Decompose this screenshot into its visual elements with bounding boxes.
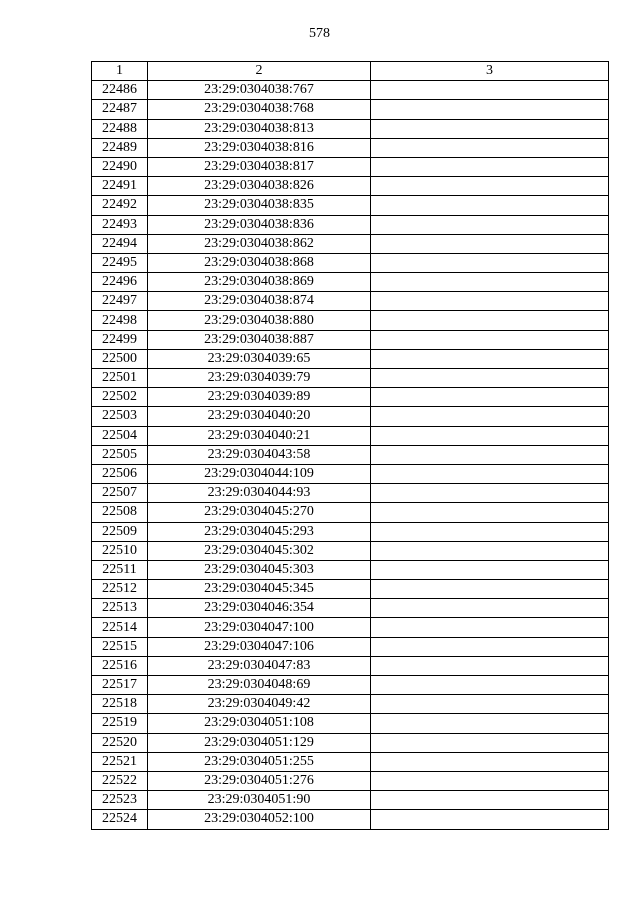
table-row xyxy=(92,484,609,503)
cadastral-number-cell: 23:29:0304038:874 xyxy=(148,292,371,311)
row-number-cell: 22495 xyxy=(92,253,148,272)
row-number-cell: 22509 xyxy=(92,522,148,541)
cadastral-number-cell: 23:29:0304051:129 xyxy=(148,733,371,752)
table-row xyxy=(92,138,609,157)
cadastral-number-cell: 23:29:0304046:354 xyxy=(148,599,371,618)
row-number-cell: 22519 xyxy=(92,714,148,733)
table-row xyxy=(92,196,609,215)
notes-cell xyxy=(371,714,609,733)
cadastral-number-cell: 23:29:0304038:813 xyxy=(148,119,371,138)
column-header-1: 1 xyxy=(92,62,148,81)
row-number-cell: 22488 xyxy=(92,119,148,138)
cadastral-number-cell: 23:29:0304040:20 xyxy=(148,407,371,426)
row-number-cell: 22512 xyxy=(92,580,148,599)
cadastral-number-cell: 23:29:0304052:100 xyxy=(148,810,371,829)
row-number-cell: 22487 xyxy=(92,100,148,119)
notes-cell xyxy=(371,196,609,215)
table-row xyxy=(92,369,609,388)
notes-cell xyxy=(371,234,609,253)
cadastral-number-cell: 23:29:0304038:826 xyxy=(148,177,371,196)
cadastral-number-cell: 23:29:0304038:835 xyxy=(148,196,371,215)
cadastral-number-cell: 23:29:0304048:69 xyxy=(148,676,371,695)
row-number-cell: 22516 xyxy=(92,656,148,675)
row-number-cell: 22522 xyxy=(92,771,148,790)
cadastral-number-cell: 23:29:0304051:276 xyxy=(148,771,371,790)
table-row xyxy=(92,349,609,368)
row-number-cell: 22486 xyxy=(92,81,148,100)
row-number-cell: 22489 xyxy=(92,138,148,157)
notes-cell xyxy=(371,273,609,292)
cadastral-number-cell: 23:29:0304039:89 xyxy=(148,388,371,407)
notes-cell xyxy=(371,119,609,138)
notes-cell xyxy=(371,656,609,675)
notes-cell xyxy=(371,695,609,714)
table-row xyxy=(92,445,609,464)
notes-cell xyxy=(371,311,609,330)
notes-cell xyxy=(371,733,609,752)
table-row xyxy=(92,522,609,541)
table-row xyxy=(92,618,609,637)
table-row xyxy=(92,100,609,119)
notes-cell xyxy=(371,292,609,311)
table-row xyxy=(92,580,609,599)
cadastral-number-cell: 23:29:0304047:106 xyxy=(148,637,371,656)
row-number-cell: 22520 xyxy=(92,733,148,752)
row-number-cell: 22500 xyxy=(92,349,148,368)
cadastral-number-cell: 23:29:0304038:817 xyxy=(148,157,371,176)
table-row xyxy=(92,733,609,752)
notes-cell xyxy=(371,407,609,426)
table-row xyxy=(92,388,609,407)
table-row xyxy=(92,215,609,234)
notes-cell xyxy=(371,484,609,503)
notes-cell xyxy=(371,560,609,579)
row-number-cell: 22497 xyxy=(92,292,148,311)
table-row xyxy=(92,407,609,426)
row-number-cell: 22514 xyxy=(92,618,148,637)
table-row xyxy=(92,234,609,253)
row-number-cell: 22496 xyxy=(92,273,148,292)
notes-cell xyxy=(371,464,609,483)
cadastral-number-cell: 23:29:0304051:90 xyxy=(148,791,371,810)
table-row xyxy=(92,541,609,560)
table-row xyxy=(92,253,609,272)
row-number-cell: 22508 xyxy=(92,503,148,522)
cadastral-number-cell: 23:29:0304038:868 xyxy=(148,253,371,272)
cadastral-number-cell: 23:29:0304039:79 xyxy=(148,369,371,388)
table-body xyxy=(92,81,609,829)
row-number-cell: 22494 xyxy=(92,234,148,253)
notes-cell xyxy=(371,388,609,407)
cadastral-number-cell: 23:29:0304044:93 xyxy=(148,484,371,503)
row-number-cell: 22523 xyxy=(92,791,148,810)
row-number-cell: 22505 xyxy=(92,445,148,464)
cadastral-number-cell: 23:29:0304047:100 xyxy=(148,618,371,637)
cadastral-number-cell: 23:29:0304045:270 xyxy=(148,503,371,522)
row-number-cell: 22524 xyxy=(92,810,148,829)
notes-cell xyxy=(371,503,609,522)
table-row xyxy=(92,157,609,176)
notes-cell xyxy=(371,138,609,157)
cadastral-number-cell: 23:29:0304038:887 xyxy=(148,330,371,349)
table-row xyxy=(92,330,609,349)
notes-cell xyxy=(371,369,609,388)
notes-cell xyxy=(371,580,609,599)
cadastral-number-cell: 23:29:0304045:302 xyxy=(148,541,371,560)
table-row xyxy=(92,695,609,714)
table-row xyxy=(92,177,609,196)
notes-cell xyxy=(371,810,609,829)
table-row xyxy=(92,752,609,771)
notes-cell xyxy=(371,522,609,541)
table-row xyxy=(92,503,609,522)
notes-cell xyxy=(371,771,609,790)
notes-cell xyxy=(371,618,609,637)
table-row xyxy=(92,464,609,483)
row-number-cell: 22493 xyxy=(92,215,148,234)
table-row xyxy=(92,81,609,100)
table-header-row xyxy=(92,62,609,81)
notes-cell xyxy=(371,215,609,234)
notes-cell xyxy=(371,253,609,272)
table-row xyxy=(92,560,609,579)
row-number-cell: 22511 xyxy=(92,560,148,579)
notes-cell xyxy=(371,349,609,368)
row-number-cell: 22518 xyxy=(92,695,148,714)
cadastral-number-cell: 23:29:0304040:21 xyxy=(148,426,371,445)
column-header-2: 2 xyxy=(148,62,371,81)
cadastral-table xyxy=(91,61,609,830)
row-number-cell: 22507 xyxy=(92,484,148,503)
table-row xyxy=(92,119,609,138)
row-number-cell: 22501 xyxy=(92,369,148,388)
table-row xyxy=(92,311,609,330)
table-row xyxy=(92,714,609,733)
column-header-3: 3 xyxy=(371,62,609,81)
cadastral-number-cell: 23:29:0304045:293 xyxy=(148,522,371,541)
row-number-cell: 22499 xyxy=(92,330,148,349)
notes-cell xyxy=(371,330,609,349)
cadastral-number-cell: 23:29:0304038:816 xyxy=(148,138,371,157)
notes-cell xyxy=(371,541,609,560)
cadastral-number-cell: 23:29:0304038:869 xyxy=(148,273,371,292)
notes-cell xyxy=(371,676,609,695)
table-row xyxy=(92,292,609,311)
cadastral-number-cell: 23:29:0304039:65 xyxy=(148,349,371,368)
notes-cell xyxy=(371,157,609,176)
row-number-cell: 22491 xyxy=(92,177,148,196)
cadastral-number-cell: 23:29:0304049:42 xyxy=(148,695,371,714)
table-row xyxy=(92,676,609,695)
table-row xyxy=(92,426,609,445)
cadastral-number-cell: 23:29:0304051:108 xyxy=(148,714,371,733)
row-number-cell: 22490 xyxy=(92,157,148,176)
notes-cell xyxy=(371,752,609,771)
cadastral-number-cell: 23:29:0304045:303 xyxy=(148,560,371,579)
cadastral-number-cell: 23:29:0304038:862 xyxy=(148,234,371,253)
notes-cell xyxy=(371,637,609,656)
row-number-cell: 22517 xyxy=(92,676,148,695)
cadastral-number-cell: 23:29:0304038:880 xyxy=(148,311,371,330)
table-row xyxy=(92,599,609,618)
row-number-cell: 22513 xyxy=(92,599,148,618)
table-row xyxy=(92,656,609,675)
notes-cell xyxy=(371,791,609,810)
table-row xyxy=(92,273,609,292)
cadastral-number-cell: 23:29:0304045:345 xyxy=(148,580,371,599)
row-number-cell: 22521 xyxy=(92,752,148,771)
notes-cell xyxy=(371,81,609,100)
cadastral-number-cell: 23:29:0304038:836 xyxy=(148,215,371,234)
notes-cell xyxy=(371,426,609,445)
row-number-cell: 22498 xyxy=(92,311,148,330)
notes-cell xyxy=(371,599,609,618)
page-number: 578 xyxy=(309,26,330,41)
row-number-cell: 22510 xyxy=(92,541,148,560)
cadastral-number-cell: 23:29:0304051:255 xyxy=(148,752,371,771)
notes-cell xyxy=(371,445,609,464)
table-row xyxy=(92,637,609,656)
table-row xyxy=(92,771,609,790)
row-number-cell: 22515 xyxy=(92,637,148,656)
row-number-cell: 22492 xyxy=(92,196,148,215)
notes-cell xyxy=(371,177,609,196)
table-row xyxy=(92,810,609,829)
row-number-cell: 22503 xyxy=(92,407,148,426)
cadastral-number-cell: 23:29:0304047:83 xyxy=(148,656,371,675)
cadastral-number-cell: 23:29:0304038:768 xyxy=(148,100,371,119)
row-number-cell: 22504 xyxy=(92,426,148,445)
cadastral-number-cell: 23:29:0304044:109 xyxy=(148,464,371,483)
row-number-cell: 22502 xyxy=(92,388,148,407)
table-row xyxy=(92,791,609,810)
cadastral-number-cell: 23:29:0304043:58 xyxy=(148,445,371,464)
cadastral-number-cell: 23:29:0304038:767 xyxy=(148,81,371,100)
row-number-cell: 22506 xyxy=(92,464,148,483)
notes-cell xyxy=(371,100,609,119)
